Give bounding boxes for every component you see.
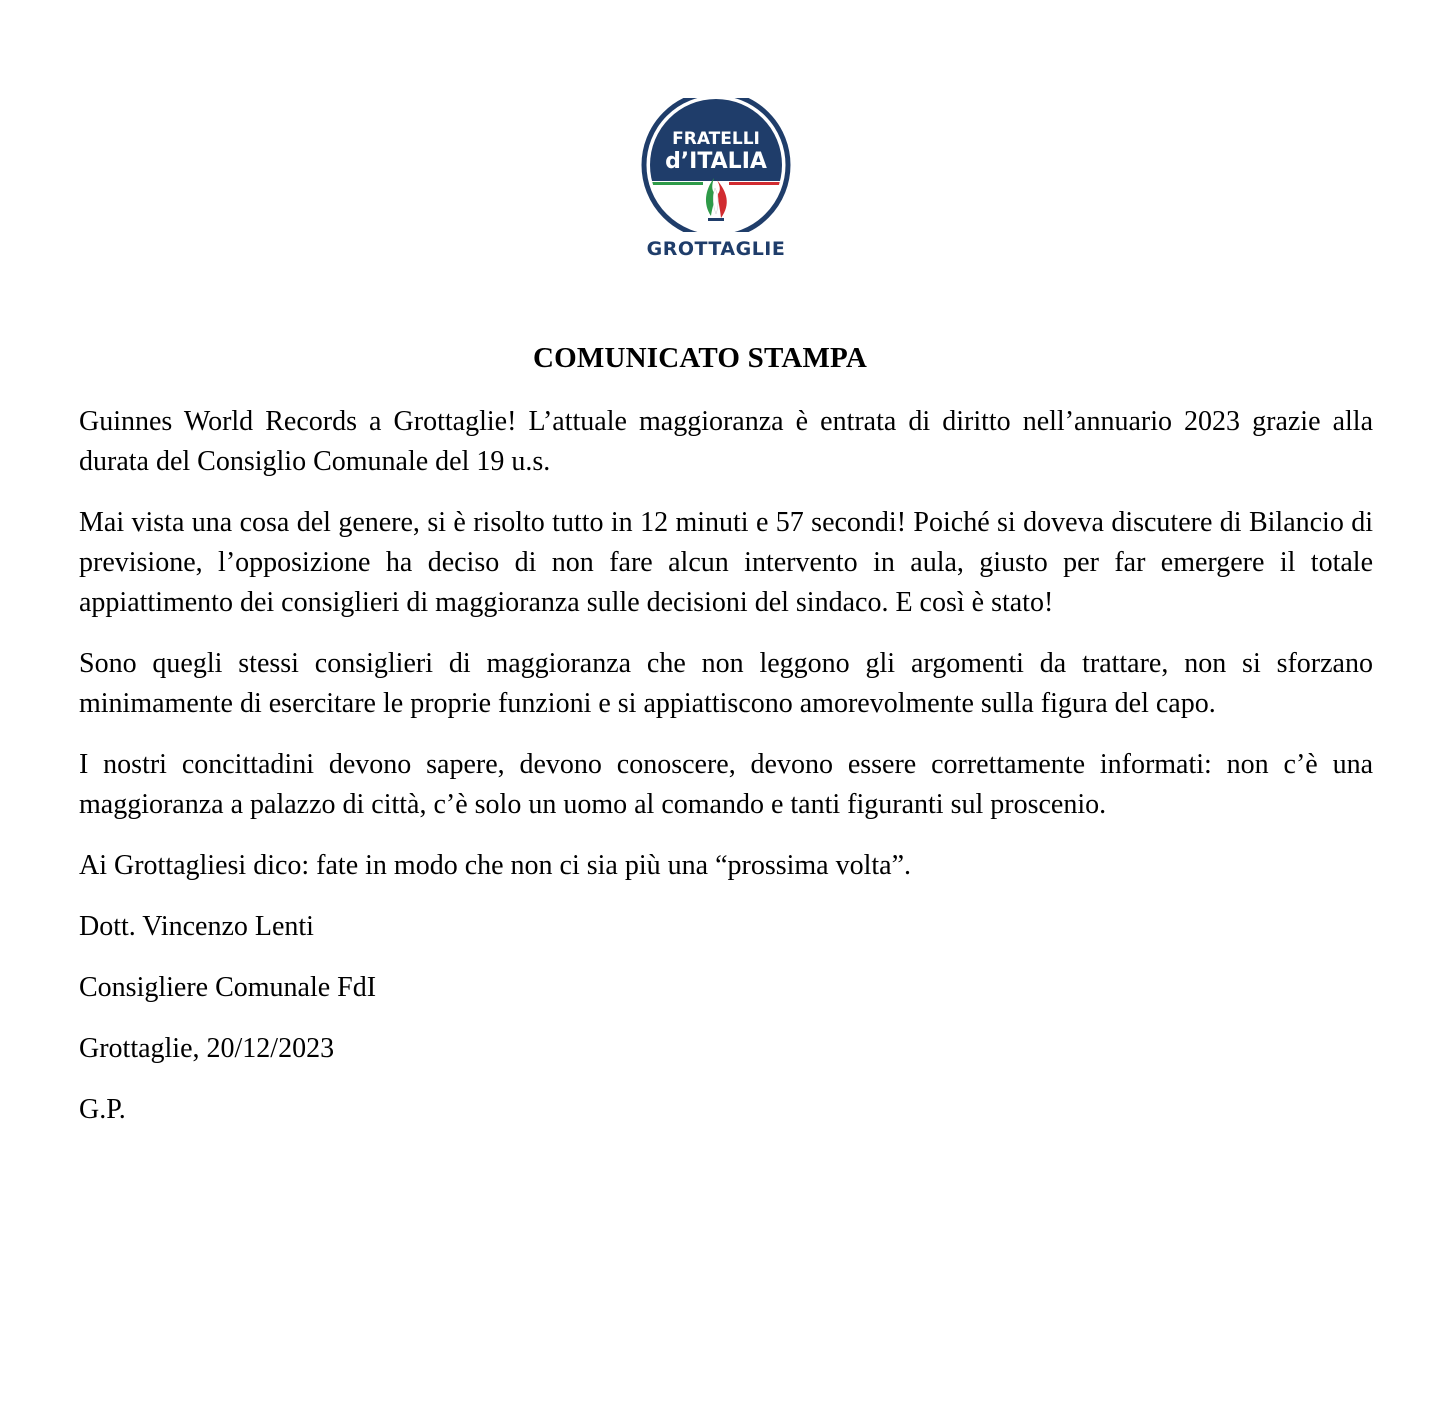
logo-line-1: FRATELLI [672,129,760,149]
document-title: COMUNICATO STAMPA [533,342,867,374]
paragraph: Guinnes World Records a Grottaglie! L’attuale maggioranza è entrata di diritto nell’annuario 2023 grazie alla durata del Consiglio Comunale del 19 u.s. [79,406,1373,477]
logo-line-2: d’ITALIA [665,149,767,174]
signature-name: Dott. Vincenzo Lenti [79,911,314,942]
document-body [79,402,1373,1151]
logo-city: GROTTAGLIE [646,238,786,260]
signature-initials: G.P. [79,1094,126,1125]
signature-place-date: Grottaglie, 20/12/2023 [79,1033,335,1064]
paragraph: Mai vista una cosa del genere, si è risolto tutto in 12 minuti e 57 secondi! Poiché si doveva discutere di Bilancio di previsione, l’opposizione ha deciso di non fare alcun intervento in aula, giusto per far emergere il totale appiattimento dei consiglieri di maggioranza sulle decisioni del sindaco. E così è stato! [79,507,1373,618]
party-logo-emblem [641,98,791,232]
paragraph: I nostri concittadini devono sapere, devono conoscere, devono essere correttamente informati: non c’è una maggioranza a palazzo di città, c’è solo un uomo al comando e tanti figuranti sul proscenio. [79,749,1373,820]
party-logo [626,98,806,268]
paragraph: Ai Grottagliesi dico: fate in modo che non ci sia più una “prossima volta”. [79,850,912,881]
signature-role: Consigliere Comunale FdI [79,972,377,1003]
paragraph: Sono quegli stessi consiglieri di maggioranza che non leggono gli argomenti da trattare, non si sforzano minimamente di esercitare le proprie funzioni e si appiattiscono amorevolmente sulla figura del capo. [79,648,1373,719]
